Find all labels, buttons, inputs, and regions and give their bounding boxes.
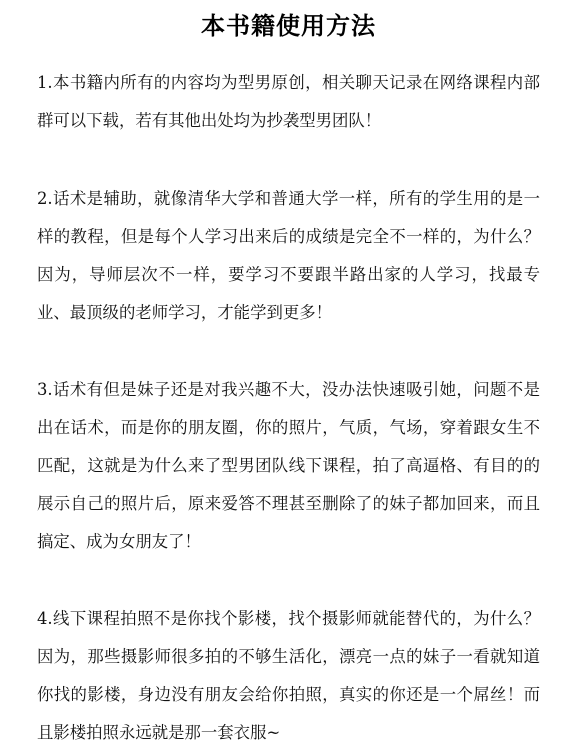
paragraph-1: 1.本书籍内所有的内容均为型男原创，相关聊天记录在网络课程内部群可以下载，若有其他出处均为抄袭型男团队！ (37, 73, 540, 130)
page-title: 本书籍使用方法 (201, 12, 376, 40)
paragraph-4: 4.线下课程拍照不是你找个影楼，找个摄影师就能替代的，为什么？因为，那些摄影师很多拍的不够生活化，漂亮一点的妹子一看就知道你找的影楼，身边没有朋友会给你拍照，真实的你还是一个屌丝！而且影楼拍照永远就是那一套衣服~ (37, 609, 540, 742)
paragraph-3: 3.话术有但是妹子还是对我兴趣不大，没办法快速吸引她，问题不是出在话术，而是你的朋友圈，你的照片，气质，气场，穿着跟女生不匹配，这就是为什么来了型男团队线下课程，拍了高逼格、有目的的展示自己的照片后，原来爱答不理甚至删除了的妹子都加回来，而且搞定、成为女朋友了！ (37, 380, 540, 551)
paragraph-2: 2.话术是辅助，就像清华大学和普通大学一样，所有的学生用的是一样的教程，但是每个人学习出来后的成绩是完全不一样的，为什么？因为，导师层次不一样，要学习不要跟半路出家的人学习，找最专业、最顶级的老师学习，才能学到更多！ (37, 189, 540, 322)
